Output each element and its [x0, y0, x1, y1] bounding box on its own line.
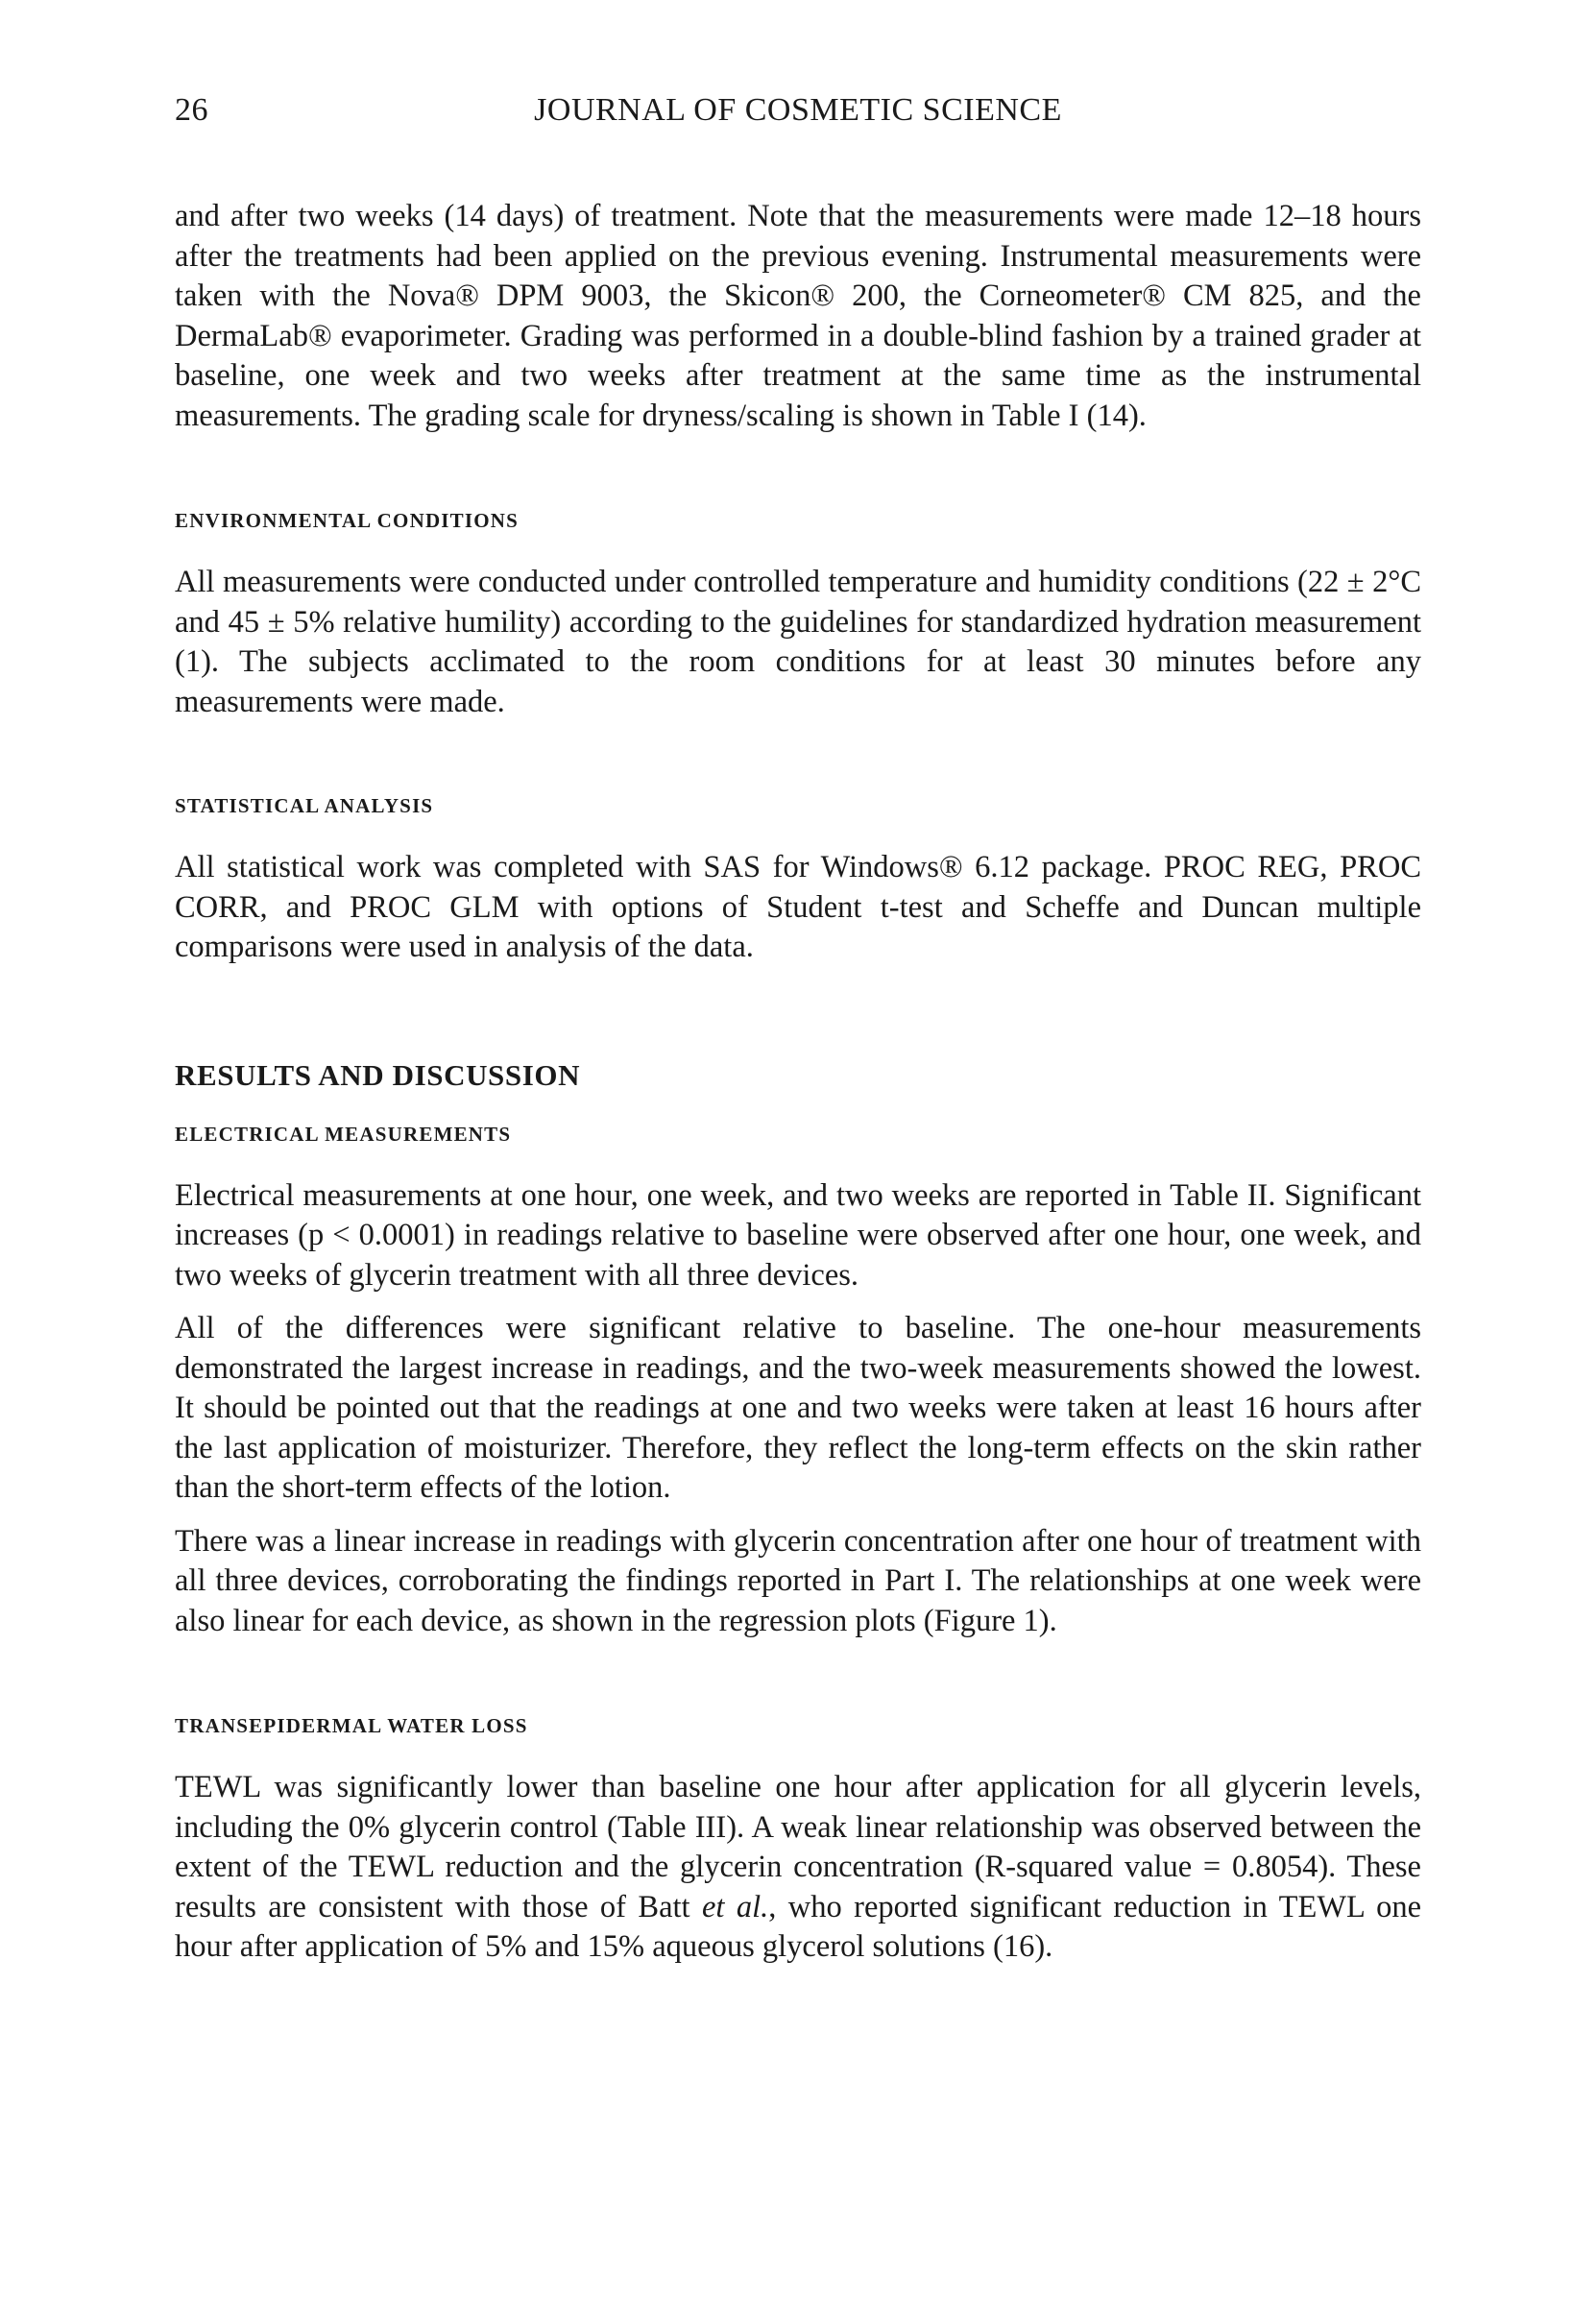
- page-number: 26: [175, 92, 208, 128]
- environmental-paragraph: All measurements were conducted under controlled temperature and humidity conditions (22 ± 2°C and 45 ± 5% relative humility) according to the guidelines for standardized hydration measurement (1). The subjects acclimated to the room conditions for at least 30 minutes before any measurements were made.: [175, 565, 1421, 719]
- tewl-citation-etal: et al.: [701, 1889, 769, 1924]
- journal-title: JOURNAL OF COSMETIC SCIENCE: [534, 92, 1062, 128]
- article-body: [175, 197, 1421, 1968]
- section-heading-statistical: STATISTICAL ANALYSIS: [175, 794, 434, 817]
- subsection-heading-tewl: TRANSEPIDERMAL WATER LOSS: [175, 1714, 528, 1737]
- electrical-paragraph-2: All of the differences were significant relative to baseline. The one-hour measurements demonstrated the largest increase in readings, and the two-week measurements showed the lowest. It should be pointed out that the readings at one and two weeks were taken at least 16 hours after the last application of moisturizer. Therefore, they reflect the long-term effects on the skin rather than the short-term effects of the lotion.: [175, 1311, 1421, 1505]
- electrical-paragraph-1: Electrical measurements at one hour, one week, and two weeks are reported in Table II. Significant increases (p < 0.0001) in readings relative to baseline were observed after one hour, one week, and two weeks of glycerin treatment with all three devices.: [175, 1177, 1421, 1293]
- tewl-text-part1: TEWL was significantly lower than baseline one hour after application for all glycerin levels, including the 0% glycerin control (Table III). A weak linear relationship was observed between the extent of the TEWL reduction and the glycerin concentration (R-squared value = 0.8054). These results are consistent with those of Batt: [175, 1770, 1421, 1924]
- electrical-paragraph-3: There was a linear increase in readings with glycerin concentration after one hour of treatment with all three devices, corroborating the findings reported in Part I. The relationships at one week were also linear for each device, as shown in the regression plots (Figure 1).: [175, 1523, 1421, 1638]
- subsection-heading-electrical: ELECTRICAL MEASUREMENTS: [175, 1122, 512, 1146]
- section-heading-environmental: ENVIRONMENTAL CONDITIONS: [175, 509, 520, 532]
- intro-paragraph: and after two weeks (14 days) of treatment. Note that the measurements were made 12–18 hours after the treatments had been applied on the previous evening. Instrumental measurements were taken with the Nova® DPM 9003, the Skicon® 200, the Corneometer® CM 825, and the DermaLab® evaporimeter. Grading was performed in a double-blind fashion by a trained grader at baseline, one week and two weeks after treatment at the same time as the instrumental measurements. The grading scale for dryness/scaling is shown in Table I (14).: [175, 199, 1421, 433]
- section-heading-results: RESULTS AND DISCUSSION: [175, 1057, 581, 1092]
- statistical-paragraph: All statistical work was completed with SAS for Windows® 6.12 package. PROC REG, PROC CORR, and PROC GLM with options of Student t-test and Scheffe and Duncan multiple comparisons were used in analysis of the data.: [175, 850, 1421, 964]
- running-header: [175, 92, 1421, 138]
- tewl-paragraph: [175, 1768, 1421, 1968]
- tewl-text-part2: , who reported significant reduction in TEWL one hour after application of 5% and 15% aqueous glycerol solutions (16).: [175, 1889, 1421, 1964]
